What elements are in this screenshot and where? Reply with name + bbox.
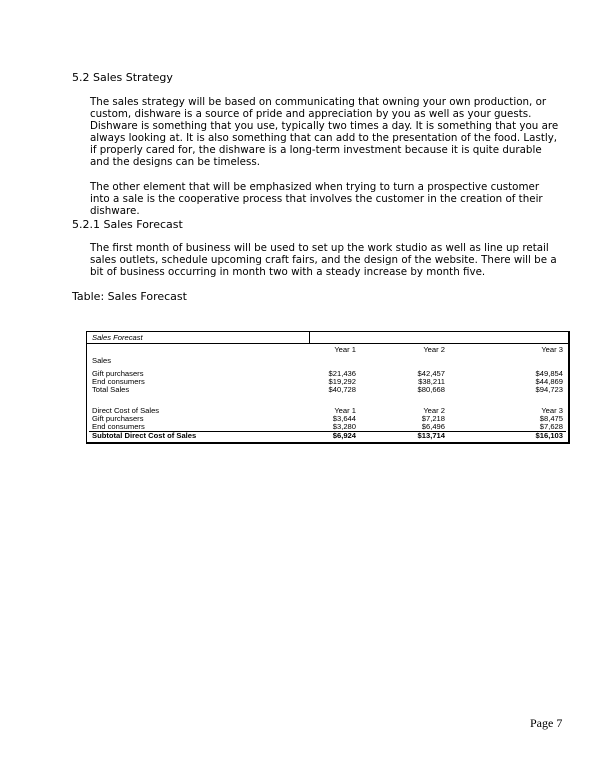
table-caption: Table: Sales Forecast [72,290,187,303]
row-label: End consumers [92,377,145,386]
paragraph-sales-strategy-1: The sales strategy will be based on communicating that owning your own production, or custom, dishware is a source of pride and appreciation by you as well as your guests. Dishware is something that you use, typically two times a day. It is something that you are always looking at. It is also something that can add to the presentation of the food. Lastly, if properly cared for, the dishware is a long-term investment because it is quite durable and the designs can be timeless. [90,96,559,169]
table-row [87,407,568,415]
table-row [87,357,568,365]
row-label: Subtotal Direct Cost of Sales [92,431,197,440]
table-row [87,423,568,431]
table-row [87,378,568,386]
row-label: Total Sales [92,385,130,394]
section-heading-sales-strategy: 5.2 Sales Strategy [72,71,173,84]
table-cell: $40,728 [328,385,356,394]
row-label: Gift purchasers [92,414,144,423]
header-divider [309,332,310,343]
table-row [87,370,568,378]
table-cell: $42,457 [417,369,445,378]
table-cell: $13,714 [417,431,445,440]
table-cell: $6,496 [421,422,445,431]
table-cell: $3,644 [332,414,356,423]
row-label: Gift purchasers [92,369,144,378]
row-label: Sales [92,356,111,365]
table-cell: $21,436 [328,369,356,378]
table-cell: $38,211 [418,377,445,386]
table-cell: $7,628 [539,422,563,431]
table-cell: $6,924 [332,431,356,440]
column-header: Year 2 [423,345,445,354]
column-header: Year 3 [541,345,563,354]
table-row [87,415,568,423]
row-label: End consumers [92,422,145,431]
column-header: Year 1 [334,406,356,415]
paragraph-sales-forecast: The first month of business will be used to set up the work studio as well as line up retail sales outlets, schedule upcoming craft fairs, and the design of the website. There will be a bit of business occurring in month two with a steady increase by month five. [90,242,557,279]
table-cell: $19,292 [328,377,356,386]
column-header: Year 1 [334,345,356,354]
paragraph-sales-strategy-2: The other element that will be emphasized when trying to turn a prospective customer into a sale is the cooperative process that involves the customer in the creation of their dishware. [90,181,543,218]
sales-forecast-table [86,331,570,444]
table-header-row [87,346,568,354]
header-rule [87,343,568,344]
page-number: Page 7 [530,716,563,730]
column-header: Year 2 [423,406,445,415]
column-header: Year 3 [541,406,563,415]
table-cell: $3,280 [332,422,356,431]
section-heading-sales-forecast: 5.2.1 Sales Forecast [72,218,183,231]
table-cell: $8,475 [539,414,563,423]
table-cell: $44,869 [535,377,563,386]
table-cell: $16,103 [535,431,563,440]
table-row [87,386,568,394]
table-cell: $7,218 [421,414,445,423]
row-label: Direct Cost of Sales [92,406,160,415]
table-cell: $80,668 [417,385,445,394]
table-cell: $94,723 [535,385,563,394]
subtotal-row [87,432,568,440]
table-cell: $49,854 [535,369,563,378]
table-title: Sales Forecast [92,333,143,342]
